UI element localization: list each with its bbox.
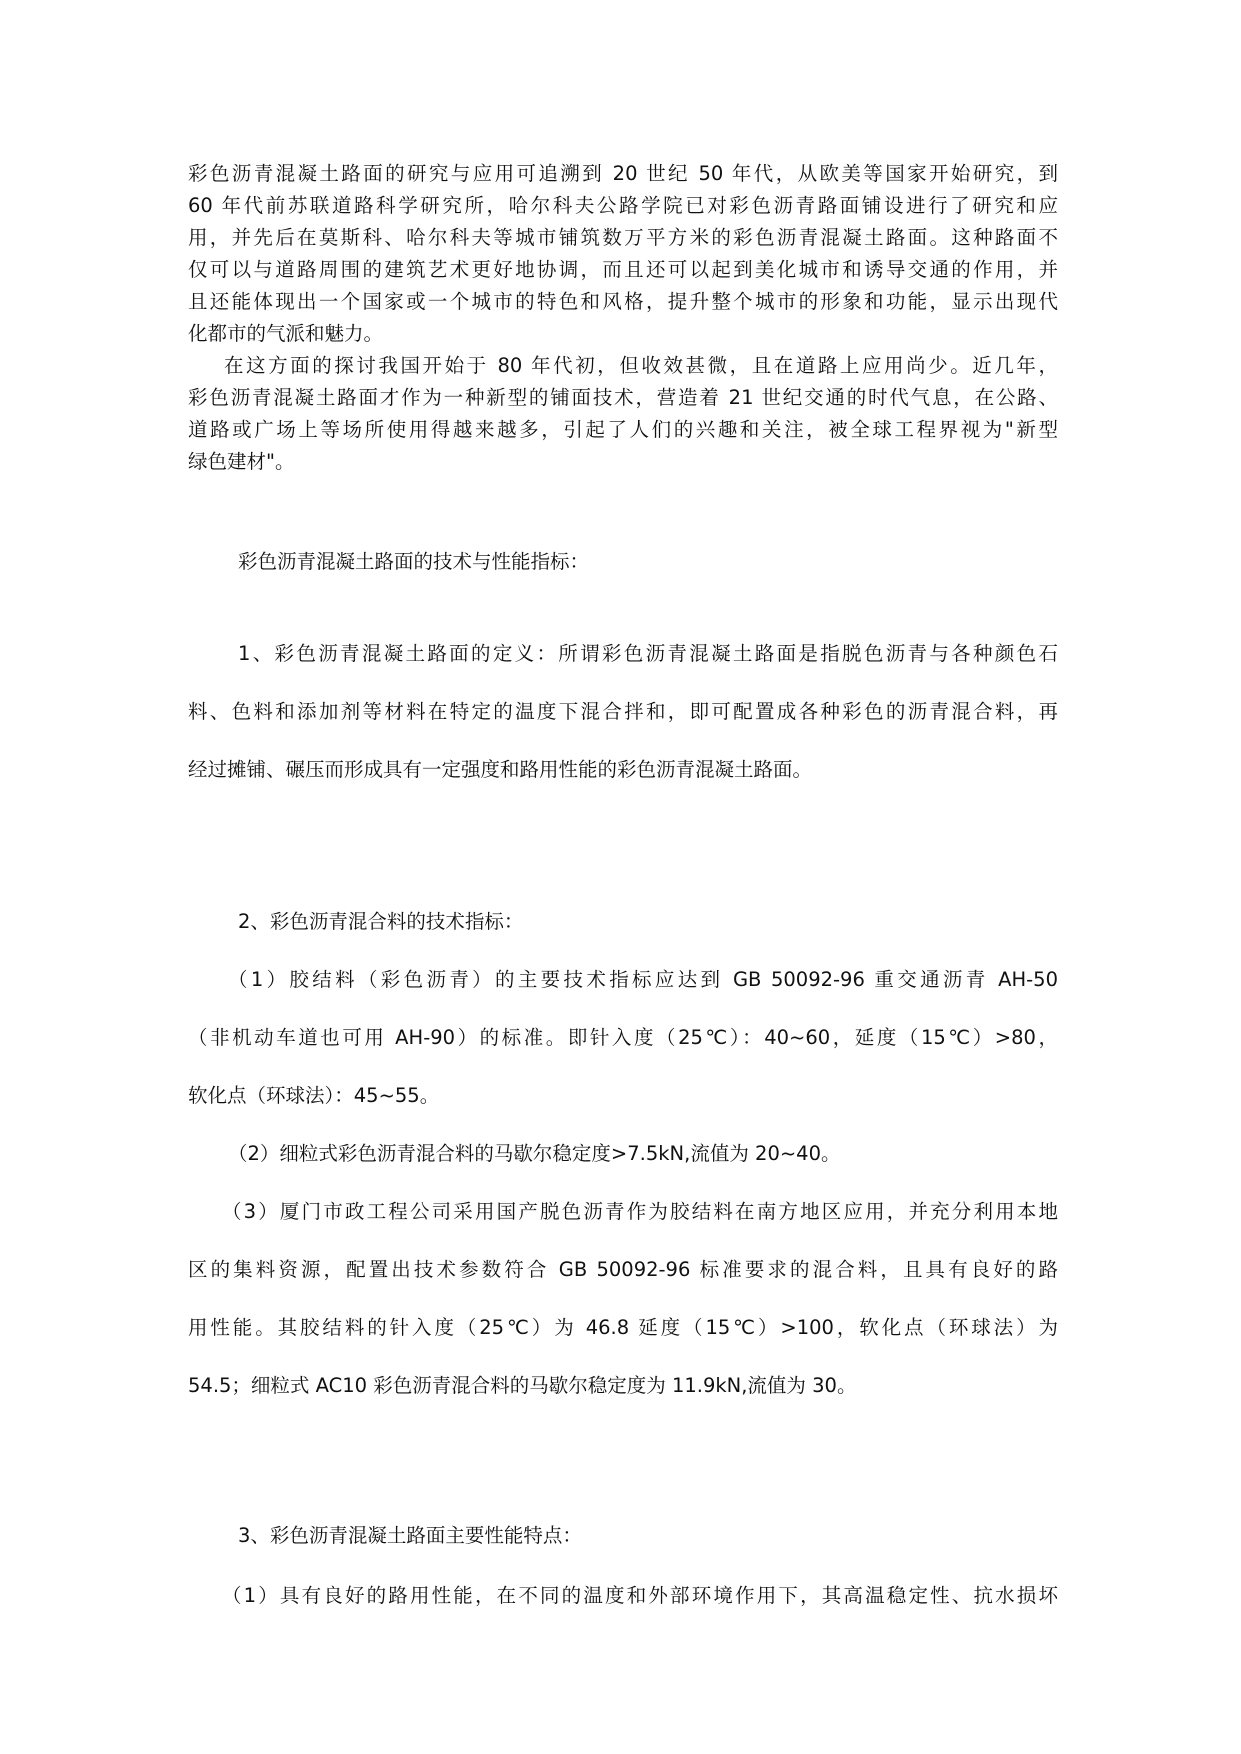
item-2-1-line-3: 软化点（环球法）：45~55。 [188, 1084, 440, 1107]
item-2-1-line-1: （1）胶结料（彩色沥青）的主要技术指标应达到 GB 50092-96 重交通沥青 AH-50 [228, 968, 1058, 991]
item-2-3-line-4: 54.5；细粒式 AC10 彩色沥青混合料的马歇尔稳定度为 11.9kN,流值为 30。 [188, 1374, 857, 1397]
intro-line-3: 用，并先后在莫斯科、哈尔科夫等城市铺筑数万平方米的彩色沥青混凝土路面。这种路面不 [188, 226, 1058, 249]
intro-line-5: 且还能体现出一个国家或一个城市的特色和风格，提升整个城市的形象和功能，显示出现代 [188, 290, 1058, 313]
item-3-1: （1）具有良好的路用性能，在不同的温度和外部环境作用下，其高温稳定性、抗水损坏 [222, 1584, 1058, 1607]
section-2-heading: 2、彩色沥青混合料的技术指标： [238, 910, 524, 933]
item-2-3-line-2: 区的集料资源，配置出技术参数符合 GB 50092-96 标准要求的混合料，且具有良好的路 [188, 1258, 1058, 1281]
china-line-2: 彩色沥青混凝土路面才作为一种新型的铺面技术，营造着 21 世纪交通的时代气息，在公路、 [188, 386, 1058, 409]
definition-line-1: 1、彩色沥青混凝土路面的定义：所谓彩色沥青混凝土路面是指脱色沥青与各种颜色石 [238, 642, 1058, 665]
intro-line-1: 彩色沥青混凝土路面的研究与应用可追溯到 20 世纪 50 年代，从欧美等国家开始研究，到 [188, 162, 1058, 185]
item-2-3-line-3: 用性能。其胶结料的针入度（25℃）为 46.8 延度（15℃）>100，软化点（环球法）为 [188, 1316, 1058, 1339]
intro-line-6: 化都市的气派和魅力。 [188, 322, 384, 345]
definition-line-2: 料、色料和添加剂等材料在特定的温度下混合拌和，即可配置成各种彩色的沥青混合料，再 [188, 700, 1058, 723]
intro-line-4: 仅可以与道路周围的建筑艺术更好地协调，而且还可以起到美化城市和诱导交通的作用，并 [188, 258, 1058, 281]
intro-line-2: 60 年代前苏联道路科学研究所，哈尔科夫公路学院已对彩色沥青路面铺设进行了研究和应 [188, 194, 1058, 217]
definition-line-3: 经过摊铺、碾压而形成具有一定强度和路用性能的彩色沥青混凝土路面。 [188, 758, 813, 781]
china-line-1: 在这方面的探讨我国开始于 80 年代初，但收效甚微，且在道路上应用尚少。近几年， [224, 354, 1058, 377]
section-3-heading: 3、彩色沥青混凝土路面主要性能特点： [238, 1524, 582, 1547]
item-2-3-line-1: （3）厦门市政工程公司采用国产脱色沥青作为胶结料在南方地区应用，并充分利用本地 [222, 1200, 1058, 1223]
main-heading: 彩色沥青混凝土路面的技术与性能指标： [238, 550, 590, 573]
item-2-2: （2）细粒式彩色沥青混合料的马歇尔稳定度>7.5kN,流值为 20~40。 [228, 1142, 841, 1165]
china-line-3: 道路或广场上等场所使用得越来越多，引起了人们的兴趣和关注，被全球工程界视为"新型 [188, 418, 1058, 441]
china-line-4: 绿色建材"。 [188, 450, 295, 473]
item-2-1-line-2: （非机动车道也可用 AH-90）的标准。即针入度（25℃）：40~60，延度（15℃）>80， [188, 1026, 1058, 1049]
